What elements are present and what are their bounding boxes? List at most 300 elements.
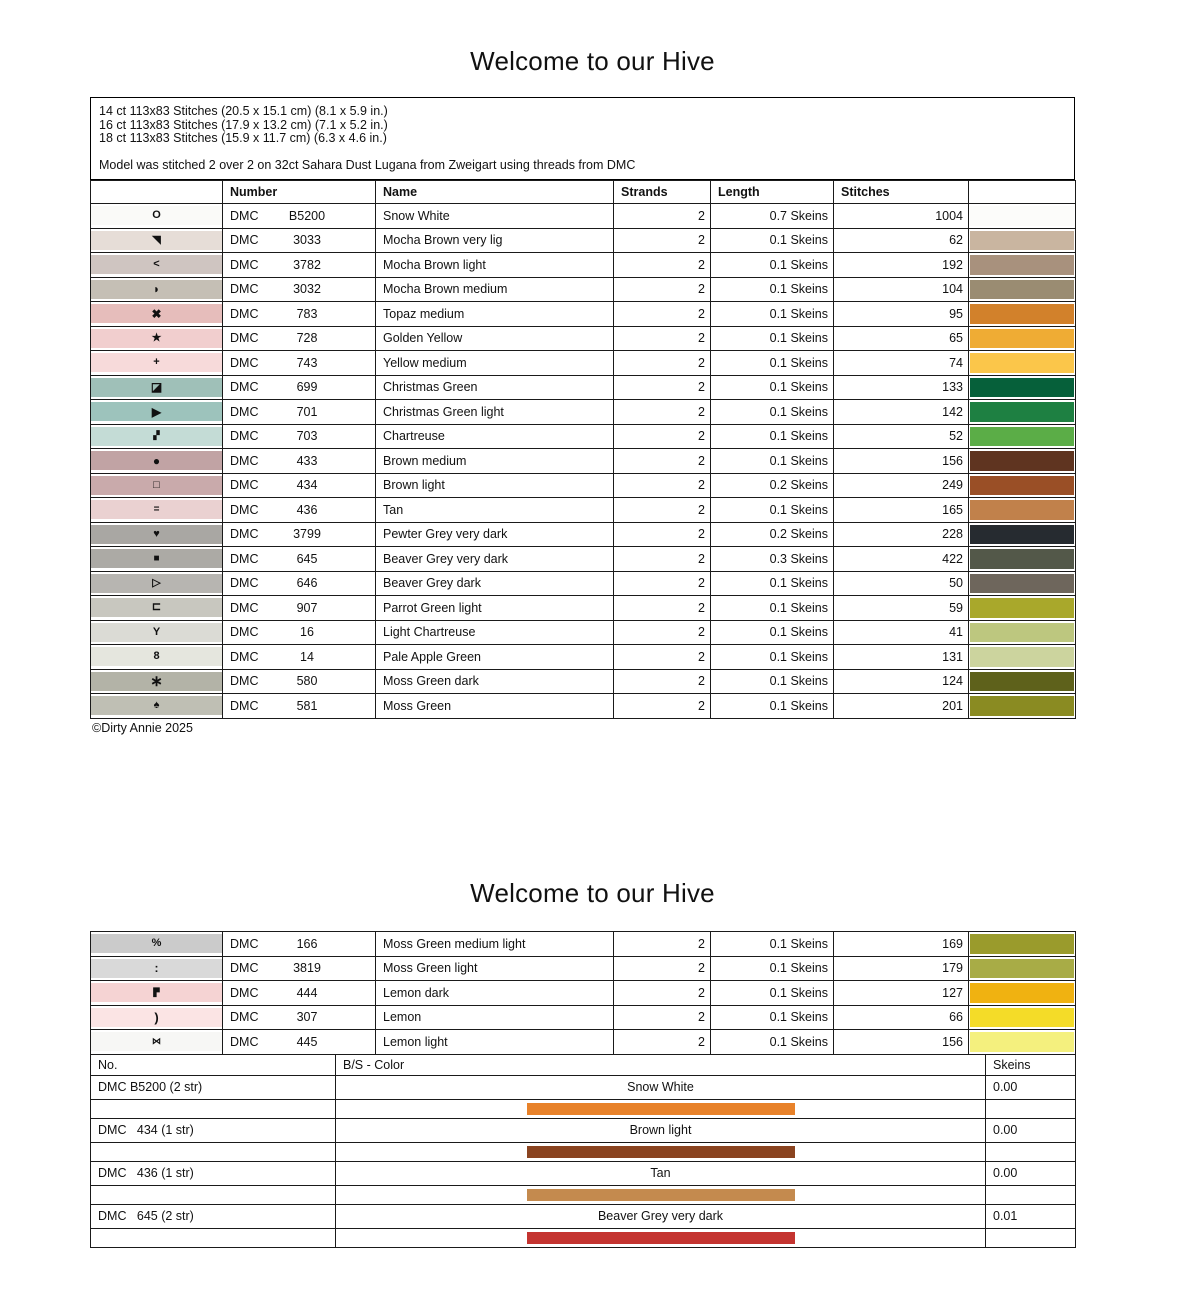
backstitch-header-no: No. xyxy=(91,1055,336,1076)
thread-color-swatch xyxy=(970,696,1074,716)
thread-color-swatch xyxy=(970,672,1074,692)
thread-name-cell: Pale Apple Green xyxy=(376,645,614,670)
thread-name-cell: Lemon dark xyxy=(376,981,614,1006)
thread-name-cell: Moss Green xyxy=(376,694,614,719)
symbol-cell xyxy=(91,400,223,425)
thread-code: B5200 xyxy=(288,208,326,223)
thread-number-cell xyxy=(223,932,376,957)
backstitch-color-name-cell: Beaver Grey very dark xyxy=(336,1205,986,1229)
thread-row xyxy=(91,620,1076,645)
thread-row xyxy=(91,547,1076,572)
backstitch-empty-cell xyxy=(986,1228,1076,1248)
backstitch-skeins-cell: 0.00 xyxy=(986,1076,1076,1100)
stitch-symbol-icon: □ xyxy=(91,476,222,495)
symbol-cell xyxy=(91,645,223,670)
thread-color-swatch xyxy=(970,353,1074,373)
legend-header-strands: Strands xyxy=(614,181,711,204)
thread-row xyxy=(91,498,1076,523)
backstitch-name-row xyxy=(91,1205,1076,1229)
strands-cell: 2 xyxy=(614,956,711,981)
thread-row xyxy=(91,424,1076,449)
length-cell: 0.7 Skeins xyxy=(711,204,834,229)
backstitch-empty-cell xyxy=(986,1142,1076,1162)
symbol-cell xyxy=(91,547,223,572)
thread-row xyxy=(91,204,1076,229)
thread-number-cell xyxy=(223,669,376,694)
symbol-cell xyxy=(91,326,223,351)
thread-name-cell: Mocha Brown light xyxy=(376,253,614,278)
thread-code: 3799 xyxy=(293,527,321,542)
stitch-symbol-icon: ♠ xyxy=(91,696,222,715)
stitch-symbol-icon: Y xyxy=(91,623,222,642)
symbol-cell xyxy=(91,571,223,596)
color-swatch-cell xyxy=(969,400,1076,425)
color-swatch-cell xyxy=(969,375,1076,400)
thread-legend-table-page2 xyxy=(90,931,1076,1055)
thread-brand: DMC xyxy=(230,429,259,444)
thread-code: 307 xyxy=(296,1010,318,1025)
thread-color-swatch xyxy=(970,206,1074,226)
color-swatch-cell xyxy=(969,547,1076,572)
thread-color-swatch xyxy=(970,402,1074,422)
page-title: Welcome to our Hive xyxy=(470,46,715,76)
symbol-cell xyxy=(91,277,223,302)
color-swatch-cell xyxy=(969,449,1076,474)
stitches-cell: 65 xyxy=(834,326,969,351)
thread-brand: DMC xyxy=(230,233,259,248)
backstitch-empty-cell xyxy=(91,1228,336,1248)
thread-number-cell xyxy=(223,1030,376,1055)
stitch-symbol-icon: ) xyxy=(91,1008,222,1027)
thread-number-cell xyxy=(223,228,376,253)
strands-cell: 2 xyxy=(614,1005,711,1030)
backstitch-name-row xyxy=(91,1076,1076,1100)
color-swatch-cell xyxy=(969,932,1076,957)
thread-color-swatch xyxy=(970,983,1074,1003)
length-cell: 0.2 Skeins xyxy=(711,473,834,498)
color-swatch-cell xyxy=(969,981,1076,1006)
length-cell: 0.1 Skeins xyxy=(711,669,834,694)
backstitch-color-name-cell: Tan xyxy=(336,1162,986,1186)
backstitch-no-cell: DMC B5200 (2 str) xyxy=(91,1076,336,1100)
thread-brand: DMC xyxy=(230,674,259,689)
symbol-cell xyxy=(91,596,223,621)
symbol-cell xyxy=(91,1030,223,1055)
stitch-symbol-icon: ▶ xyxy=(91,402,222,421)
strands-cell: 2 xyxy=(614,326,711,351)
color-swatch-cell xyxy=(969,1005,1076,1030)
thread-row xyxy=(91,375,1076,400)
length-cell: 0.1 Skeins xyxy=(711,424,834,449)
thread-name-cell: Beaver Grey dark xyxy=(376,571,614,596)
backstitch-name-row xyxy=(91,1119,1076,1143)
legend-header-name: Name xyxy=(376,181,614,204)
thread-code: 728 xyxy=(296,331,318,346)
thread-name-cell: Yellow medium xyxy=(376,351,614,376)
thread-name-cell: Mocha Brown very lig xyxy=(376,228,614,253)
strands-cell: 2 xyxy=(614,424,711,449)
thread-number-cell xyxy=(223,522,376,547)
thread-code: 701 xyxy=(296,404,318,419)
info-line-14ct: 14 ct 113x83 Stitches (20.5 x 15.1 cm) (8.1 x 5.9 in.) xyxy=(99,104,388,118)
stitch-symbol-icon: ■ xyxy=(91,549,222,568)
stitches-cell: 156 xyxy=(834,449,969,474)
thread-brand: DMC xyxy=(230,453,259,468)
thread-name-cell: Moss Green light xyxy=(376,956,614,981)
backstitch-empty-cell xyxy=(91,1099,336,1119)
thread-name-cell: Beaver Grey very dark xyxy=(376,547,614,572)
backstitch-color-name-cell: Brown light xyxy=(336,1119,986,1143)
thread-code: 646 xyxy=(296,576,318,591)
backstitch-skeins-cell: 0.00 xyxy=(986,1162,1076,1186)
stitches-cell: 50 xyxy=(834,571,969,596)
length-cell: 0.1 Skeins xyxy=(711,596,834,621)
thread-brand: DMC xyxy=(230,404,259,419)
stitch-symbol-icon: ● xyxy=(91,451,222,470)
stitches-cell: 179 xyxy=(834,956,969,981)
length-cell: 0.1 Skeins xyxy=(711,981,834,1006)
strands-cell: 2 xyxy=(614,932,711,957)
thread-code: 3819 xyxy=(293,961,321,976)
color-swatch-cell xyxy=(969,424,1076,449)
thread-code: 743 xyxy=(296,355,318,370)
stitch-symbol-icon: O xyxy=(91,206,222,225)
length-cell: 0.2 Skeins xyxy=(711,522,834,547)
thread-number-cell xyxy=(223,620,376,645)
stitches-cell: 133 xyxy=(834,375,969,400)
strands-cell: 2 xyxy=(614,981,711,1006)
thread-row xyxy=(91,1030,1076,1055)
symbol-cell xyxy=(91,956,223,981)
backstitch-color-bar xyxy=(527,1232,795,1244)
legend-header-row xyxy=(91,181,1076,204)
backstitch-bar-cell xyxy=(336,1228,986,1248)
backstitch-empty-cell xyxy=(91,1185,336,1205)
thread-code: 907 xyxy=(296,600,318,615)
backstitch-skeins-cell: 0.00 xyxy=(986,1119,1076,1143)
strands-cell: 2 xyxy=(614,596,711,621)
thread-number-cell xyxy=(223,277,376,302)
color-swatch-cell xyxy=(969,645,1076,670)
thread-color-swatch xyxy=(970,231,1074,251)
symbol-cell xyxy=(91,449,223,474)
backstitch-color-bar xyxy=(527,1146,795,1158)
stitches-cell: 131 xyxy=(834,645,969,670)
thread-number-cell xyxy=(223,571,376,596)
thread-brand: DMC xyxy=(230,985,259,1000)
legend-header-swatch xyxy=(969,181,1076,204)
strands-cell: 2 xyxy=(614,669,711,694)
color-swatch-cell xyxy=(969,204,1076,229)
stitch-symbol-icon: ♥ xyxy=(91,525,222,544)
symbol-cell xyxy=(91,473,223,498)
stitches-cell: 165 xyxy=(834,498,969,523)
thread-color-swatch xyxy=(970,500,1074,520)
thread-brand: DMC xyxy=(230,698,259,713)
stitch-symbol-icon: ⊏ xyxy=(91,598,222,617)
thread-row xyxy=(91,596,1076,621)
backstitch-header-color: B/S - Color xyxy=(336,1055,986,1076)
stitches-cell: 59 xyxy=(834,596,969,621)
thread-code: 16 xyxy=(300,625,314,640)
strands-cell: 2 xyxy=(614,1030,711,1055)
length-cell: 0.1 Skeins xyxy=(711,449,834,474)
symbol-cell xyxy=(91,302,223,327)
thread-number-cell xyxy=(223,449,376,474)
backstitch-empty-cell xyxy=(986,1185,1076,1205)
length-cell: 0.1 Skeins xyxy=(711,228,834,253)
color-swatch-cell xyxy=(969,253,1076,278)
stitches-cell: 74 xyxy=(834,351,969,376)
length-cell: 0.1 Skeins xyxy=(711,498,834,523)
length-cell: 0.1 Skeins xyxy=(711,351,834,376)
thread-brand: DMC xyxy=(230,625,259,640)
stitch-symbol-icon: ✖ xyxy=(91,304,222,323)
stitch-symbol-icon: + xyxy=(91,353,222,372)
thread-brand: DMC xyxy=(230,282,259,297)
thread-number-cell xyxy=(223,981,376,1006)
color-swatch-cell xyxy=(969,473,1076,498)
thread-brand: DMC xyxy=(230,478,259,493)
thread-number-cell xyxy=(223,351,376,376)
thread-number-cell xyxy=(223,375,376,400)
stitches-cell: 192 xyxy=(834,253,969,278)
stitch-symbol-icon: ★ xyxy=(91,329,222,348)
thread-code: 444 xyxy=(296,985,318,1000)
thread-brand: DMC xyxy=(230,257,259,272)
thread-number-cell xyxy=(223,596,376,621)
thread-brand: DMC xyxy=(230,600,259,615)
thread-name-cell: Moss Green dark xyxy=(376,669,614,694)
symbol-cell xyxy=(91,424,223,449)
thread-number-cell xyxy=(223,302,376,327)
thread-name-cell: Pewter Grey very dark xyxy=(376,522,614,547)
thread-color-swatch xyxy=(970,647,1074,667)
strands-cell: 2 xyxy=(614,449,711,474)
color-swatch-cell xyxy=(969,694,1076,719)
model-info-line: Model was stitched 2 over 2 on 32ct Sahara Dust Lugana from Zweigart using threads from DMC xyxy=(99,157,636,172)
thread-name-cell: Christmas Green xyxy=(376,375,614,400)
thread-number-cell xyxy=(223,956,376,981)
stitches-cell: 1004 xyxy=(834,204,969,229)
backstitch-bar-cell xyxy=(336,1142,986,1162)
backstitch-header-skeins: Skeins xyxy=(986,1055,1076,1076)
length-cell: 0.1 Skeins xyxy=(711,326,834,351)
color-swatch-cell xyxy=(969,326,1076,351)
strands-cell: 2 xyxy=(614,645,711,670)
backstitch-no-cell: DMC 436 (1 str) xyxy=(91,1162,336,1186)
stitch-symbol-icon: < xyxy=(91,255,222,274)
strands-cell: 2 xyxy=(614,253,711,278)
stitches-cell: 201 xyxy=(834,694,969,719)
thread-number-cell xyxy=(223,498,376,523)
thread-number-cell xyxy=(223,547,376,572)
length-cell: 0.3 Skeins xyxy=(711,547,834,572)
thread-code: 445 xyxy=(296,1034,318,1049)
length-cell: 0.1 Skeins xyxy=(711,694,834,719)
symbol-cell xyxy=(91,253,223,278)
stitches-cell: 124 xyxy=(834,669,969,694)
thread-row xyxy=(91,302,1076,327)
length-cell: 0.1 Skeins xyxy=(711,645,834,670)
thread-name-cell: Brown light xyxy=(376,473,614,498)
backstitch-color-name-cell: Snow White xyxy=(336,1076,986,1100)
color-swatch-cell xyxy=(969,302,1076,327)
thread-color-swatch xyxy=(970,304,1074,324)
length-cell: 0.1 Skeins xyxy=(711,253,834,278)
strands-cell: 2 xyxy=(614,522,711,547)
symbol-cell xyxy=(91,351,223,376)
thread-color-swatch xyxy=(970,934,1074,954)
symbol-cell xyxy=(91,204,223,229)
color-swatch-cell xyxy=(969,498,1076,523)
thread-row xyxy=(91,326,1076,351)
thread-color-swatch xyxy=(970,549,1074,569)
stitches-cell: 62 xyxy=(834,228,969,253)
backstitch-color-bar xyxy=(527,1103,795,1115)
thread-number-cell xyxy=(223,473,376,498)
symbol-cell xyxy=(91,694,223,719)
thread-brand: DMC xyxy=(230,576,259,591)
thread-row xyxy=(91,473,1076,498)
thread-row xyxy=(91,956,1076,981)
thread-row xyxy=(91,571,1076,596)
length-cell: 0.1 Skeins xyxy=(711,932,834,957)
stitch-symbol-icon: ◥ xyxy=(91,231,222,250)
stitch-symbol-icon: 8 xyxy=(91,647,222,666)
thread-color-swatch xyxy=(970,451,1074,471)
stitches-cell: 142 xyxy=(834,400,969,425)
strands-cell: 2 xyxy=(614,204,711,229)
thread-color-swatch xyxy=(970,329,1074,349)
length-cell: 0.1 Skeins xyxy=(711,375,834,400)
stitch-symbol-icon: ▛ xyxy=(91,983,222,1002)
symbol-cell xyxy=(91,620,223,645)
thread-brand: DMC xyxy=(230,208,259,223)
stitch-symbol-icon: ◗ xyxy=(91,280,222,299)
thread-brand: DMC xyxy=(230,502,259,517)
stitches-cell: 228 xyxy=(834,522,969,547)
thread-name-cell: Topaz medium xyxy=(376,302,614,327)
strands-cell: 2 xyxy=(614,571,711,596)
thread-name-cell: Tan xyxy=(376,498,614,523)
thread-name-cell: Snow White xyxy=(376,204,614,229)
length-cell: 0.1 Skeins xyxy=(711,1030,834,1055)
thread-code: 581 xyxy=(296,698,318,713)
thread-name-cell: Chartreuse xyxy=(376,424,614,449)
thread-row xyxy=(91,645,1076,670)
thread-number-cell xyxy=(223,1005,376,1030)
backstitch-empty-cell xyxy=(91,1142,336,1162)
thread-code: 3782 xyxy=(293,257,321,272)
symbol-cell xyxy=(91,228,223,253)
backstitch-empty-cell xyxy=(986,1099,1076,1119)
thread-color-swatch xyxy=(970,476,1074,496)
stitch-symbol-icon: ▷ xyxy=(91,574,222,593)
legend-header-number: Number xyxy=(223,181,376,204)
thread-row xyxy=(91,669,1076,694)
length-cell: 0.1 Skeins xyxy=(711,620,834,645)
thread-color-swatch xyxy=(970,598,1074,618)
thread-color-swatch xyxy=(970,623,1074,643)
backstitch-header-row xyxy=(91,1055,1076,1076)
thread-row xyxy=(91,522,1076,547)
strands-cell: 2 xyxy=(614,694,711,719)
thread-code: 699 xyxy=(296,380,318,395)
thread-brand: DMC xyxy=(230,1010,259,1025)
length-cell: 0.1 Skeins xyxy=(711,1005,834,1030)
stitches-cell: 41 xyxy=(834,620,969,645)
backstitch-no-cell: DMC 645 (2 str) xyxy=(91,1205,336,1229)
stitches-cell: 169 xyxy=(834,932,969,957)
color-swatch-cell xyxy=(969,228,1076,253)
stitch-symbol-icon: ◪ xyxy=(91,378,222,397)
thread-number-cell xyxy=(223,645,376,670)
thread-brand: DMC xyxy=(230,331,259,346)
thread-number-cell xyxy=(223,400,376,425)
backstitch-name-row xyxy=(91,1162,1076,1186)
stitches-cell: 127 xyxy=(834,981,969,1006)
color-swatch-cell xyxy=(969,277,1076,302)
thread-color-swatch xyxy=(970,427,1074,447)
stitch-symbol-icon: : xyxy=(91,959,222,978)
length-cell: 0.1 Skeins xyxy=(711,956,834,981)
page-title-2: Welcome to our Hive xyxy=(470,878,715,908)
symbol-cell xyxy=(91,669,223,694)
thread-color-swatch xyxy=(970,574,1074,594)
thread-code: 436 xyxy=(296,502,318,517)
strands-cell: 2 xyxy=(614,302,711,327)
thread-name-cell: Lemon xyxy=(376,1005,614,1030)
thread-legend-table-page1 xyxy=(90,180,1076,719)
thread-brand: DMC xyxy=(230,306,259,321)
strands-cell: 2 xyxy=(614,375,711,400)
thread-brand: DMC xyxy=(230,1034,259,1049)
color-swatch-cell xyxy=(969,571,1076,596)
length-cell: 0.1 Skeins xyxy=(711,277,834,302)
stitch-symbol-icon: ∗ xyxy=(91,672,222,691)
color-swatch-cell xyxy=(969,956,1076,981)
thread-code: 14 xyxy=(300,649,314,664)
thread-number-cell xyxy=(223,326,376,351)
length-cell: 0.1 Skeins xyxy=(711,571,834,596)
thread-color-swatch xyxy=(970,378,1074,398)
symbol-cell xyxy=(91,932,223,957)
thread-brand: DMC xyxy=(230,380,259,395)
backstitch-bar-row xyxy=(91,1099,1076,1119)
strands-cell: 2 xyxy=(614,498,711,523)
strands-cell: 2 xyxy=(614,277,711,302)
color-swatch-cell xyxy=(969,596,1076,621)
backstitch-bar-cell xyxy=(336,1185,986,1205)
color-swatch-cell xyxy=(969,351,1076,376)
thread-name-cell: Brown medium xyxy=(376,449,614,474)
thread-color-swatch xyxy=(970,959,1074,979)
strands-cell: 2 xyxy=(614,228,711,253)
stitches-cell: 156 xyxy=(834,1030,969,1055)
thread-code: 645 xyxy=(296,551,318,566)
copyright-text: ©Dirty Annie 2025 xyxy=(92,721,193,735)
thread-code: 433 xyxy=(296,453,318,468)
thread-brand: DMC xyxy=(230,551,259,566)
symbol-cell xyxy=(91,522,223,547)
thread-row xyxy=(91,277,1076,302)
thread-name-cell: Light Chartreuse xyxy=(376,620,614,645)
strands-cell: 2 xyxy=(614,400,711,425)
legend-header-stitches: Stitches xyxy=(834,181,969,204)
stitch-symbol-icon: = xyxy=(91,500,222,519)
thread-code: 580 xyxy=(296,674,318,689)
